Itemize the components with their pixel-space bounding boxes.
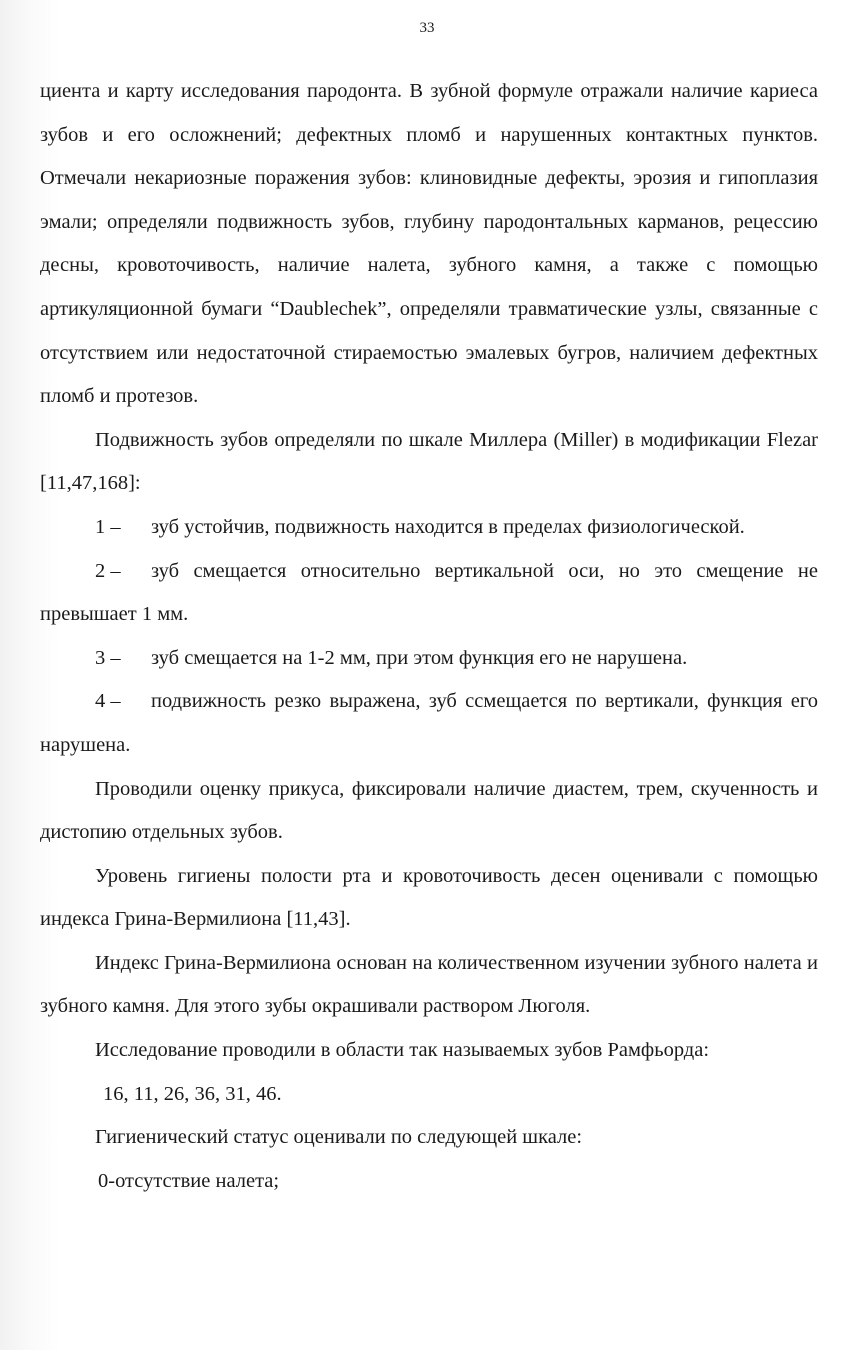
paragraph-ramfjord: Исследование проводили в области так называемых зубов Рамфьорда: — [95, 1039, 710, 1062]
mobility-item-number: 4 – — [95, 690, 121, 713]
mobility-item-number: 2 – — [95, 559, 121, 582]
hygiene-scale-item-0: 0-отсутствие налета; — [98, 1169, 280, 1192]
mobility-item-3 — [40, 637, 818, 681]
paragraph-hygiene-scale: Гигиенический статус оценивали по следующей шкале: — [95, 1126, 583, 1149]
paragraph-hygiene-level: Уровень гигиены полости рта и кровоточивость десен оценивали с помощью индекса Грина-Вермилиона [11,43]. — [40, 864, 818, 931]
mobility-item-4 — [40, 680, 818, 767]
mobility-item-2 — [40, 550, 818, 637]
mobility-item-text: зуб устойчив, подвижность находится в пределах физиологической. — [151, 515, 745, 538]
page-number: 33 — [419, 20, 435, 36]
mobility-item-text: зуб смещается на 1-2 мм, при этом функция его не нарушена. — [151, 646, 688, 669]
body-text — [40, 70, 818, 1203]
mobility-item-number: 3 – — [95, 646, 121, 669]
paragraph-exam-chart: циента и карту исследования пародонта. В зубной формуле отражали наличие кариеса зубов и его осложнений; дефектных пломб и нарушенных контактных пунктов. Отмечали некариозные поражения зубов: клиновидные дефекты, эрозия и гипоплазия эмали; определяли подвижность зубов, глубину пародонтальных карманов, рецессию десны, кровоточивость, наличие налета, зубного камня, а также с помощью артикуляционной бумаги “Daublechek”, определяли травматические узлы, связанные с отсутствием или недостаточной стираемостью эмалевых бугров, наличием дефектных пломб и протезов. — [40, 80, 818, 408]
paragraph-index-description: Индекс Грина-Вермилиона основан на количественном изучении зубного налета и зубного камня. Для этого зубы окрашивали раствором Люголя. — [40, 951, 818, 1018]
teeth-list: 16, 11, 26, 36, 31, 46. — [103, 1082, 282, 1105]
mobility-item-text: зуб смещается относительно вертикальной оси, но это смещение не превышает 1 мм. — [40, 559, 818, 626]
mobility-item-number: 1 – — [95, 515, 121, 538]
paragraph-mobility-intro: Подвижность зубов определяли по шкале Миллера (Miller) в модификации Flezar [11,47,168]: — [40, 428, 818, 495]
paragraph-bite: Проводили оценку прикуса, фиксировали наличие диастем, трем, скученность и дистопию отдельных зубов. — [40, 777, 818, 844]
mobility-item-1 — [40, 506, 818, 550]
mobility-item-text: подвижность резко выражена, зуб ссмещается по вертикали, функция его нарушена. — [40, 690, 818, 756]
